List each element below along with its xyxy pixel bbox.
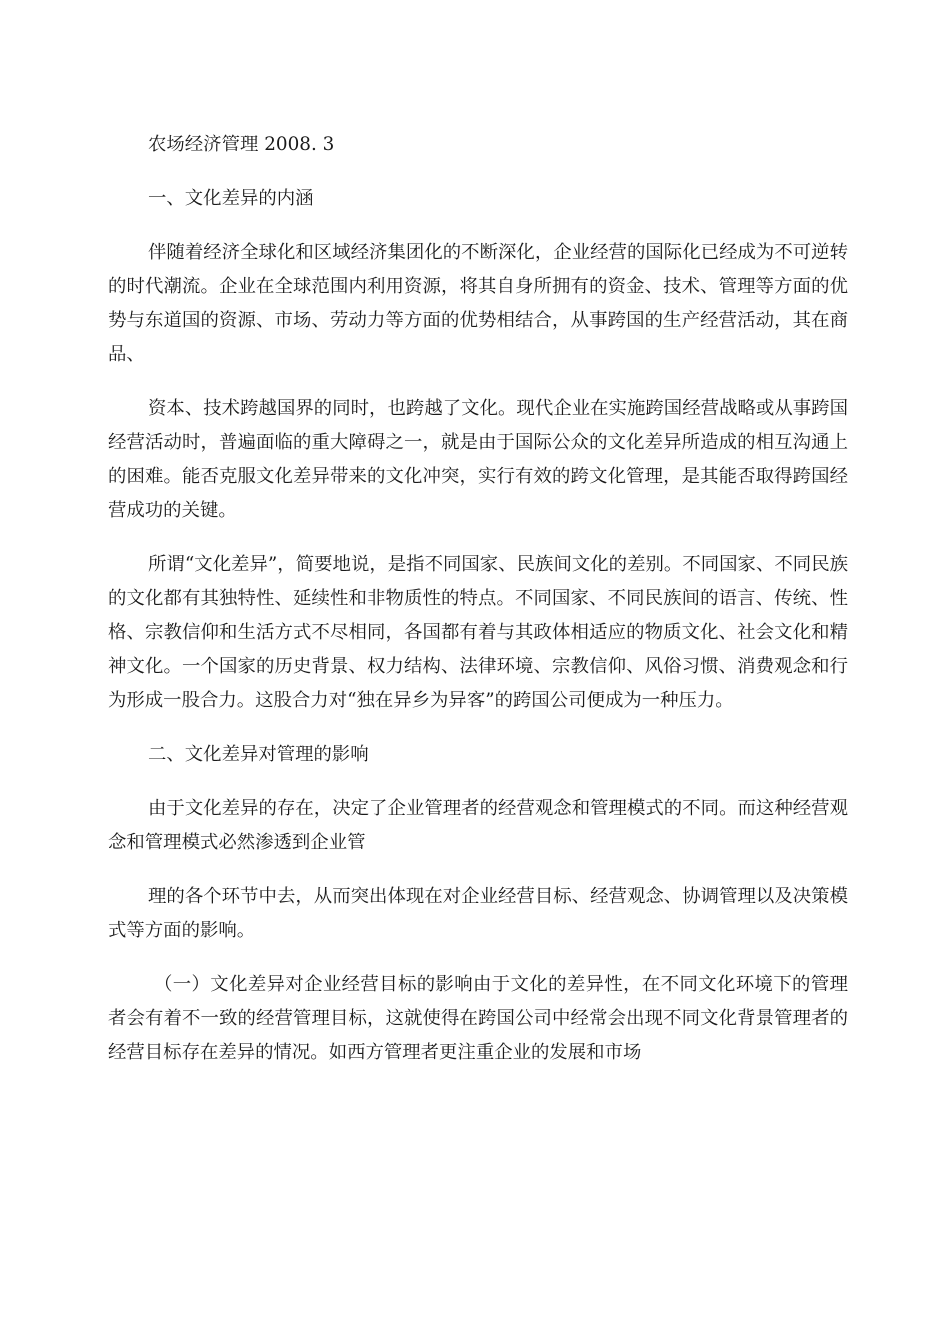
paragraph-4: 由于文化差异的存在，决定了企业管理者的经营观念和管理模式的不同。而这种经营观念和管理模式必然渗透到企业管 xyxy=(108,798,848,853)
paragraph-1: 伴随着经济全球化和区域经济集团化的不断深化，企业经营的国际化已经成为不可逆转的时代潮流。企业在全球范围内利用资源，将其自身所拥有的资金、技术、管理等方面的优势与东道国的资源、市场、劳动力等方面的优势相结合，从事跨国的生产经营活动，其在商品、 xyxy=(108,242,848,365)
section-title-2: 二、文化差异对管理的影响 xyxy=(148,744,369,765)
header-line: 农场经济管理 2008. 3 xyxy=(148,134,335,155)
section-title-1: 一、文化差异的内涵 xyxy=(148,188,314,209)
paragraph-2: 资本、技术跨越国界的同时，也跨越了文化。现代企业在实施跨国经营战略或从事跨国经营活动时，普遍面临的重大障碍之一，就是由于国际公众的文化差异所造成的相互沟通上的困难。能否克服文化差异带来的文化冲突，实行有效的跨文化管理，是其能否取得跨国经营成功的关键。 xyxy=(108,398,848,521)
paragraph-3: 所谓“文化差异”，简要地说，是指不同国家、民族间文化的差别。不同国家、不同民族的文化都有其独特性、延续性和非物质性的特点。不同国家、不同民族间的语言、传统、性格、宗教信仰和生活方式不尽相同，各国都有着与其政体相适应的物质文化、社会文化和精神文化。一个国家的历史背景、权力结构、法律环境、宗教信仰、风俗习惯、消费观念和行为形成一股合力。这股合力对“独在异乡为异客”的跨国公司便成为一种压力。 xyxy=(108,554,848,711)
paragraph-5: 理的各个环节中去，从而突出体现在对企业经营目标、经营观念、协调管理以及决策模式等方面的影响。 xyxy=(108,886,848,941)
paragraph-6: （一）文化差异对企业经营目标的影响由于文化的差异性，在不同文化环境下的管理者会有着不一致的经营管理目标，这就使得在跨国公司中经常会出现不同文化背景管理者的经营目标存在差异的情况。如西方管理者更注重企业的发展和市场 xyxy=(108,974,848,1063)
document-body xyxy=(108,128,848,1090)
